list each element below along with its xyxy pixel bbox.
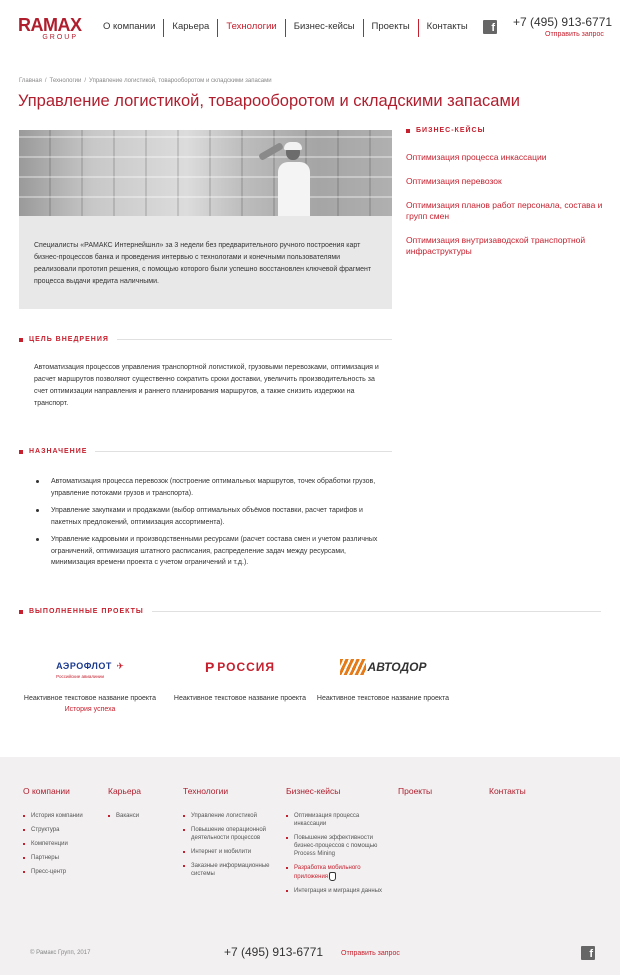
footer-link[interactable]: Ваканси <box>108 812 178 820</box>
logo-name: RAMAX <box>18 15 82 35</box>
worker-figure <box>274 144 314 216</box>
projects-heading <box>19 608 601 615</box>
goal-heading-label: ЦЕЛЬ ВНЕДРЕНИЯ <box>29 336 109 343</box>
purpose-heading <box>19 448 392 455</box>
case-link-transport[interactable]: Оптимизация перевозок <box>406 176 502 186</box>
footer-link[interactable]: Управление логистикой <box>183 812 278 820</box>
aeroflot-logo-text: АЭРОФЛОТ <box>56 660 112 671</box>
case-link-staff-plans[interactable]: Оптимизация планов работ персонала, состава и групп смен <box>406 200 603 221</box>
breadcrumb: Главная / Технологии / Управление логистикой, товарооборотом и складскими запасами <box>19 78 272 84</box>
facebook-icon[interactable]: f <box>581 946 595 960</box>
footer-col-business-cases <box>286 786 391 901</box>
avtodor-logo[interactable] <box>313 652 453 682</box>
list-item: Управление закупками и продажами (выбор оптимальных объёмов поставки, расчет тарифов и пакетных предложений, оптимизация ассортимента). <box>34 505 384 528</box>
rzd-logo-text: РОССИЯ <box>217 660 276 674</box>
cases-heading-label: БИЗНЕС-КЕЙСЫ <box>416 127 486 134</box>
copyright: © Рамакс Групп, 2017 <box>30 950 91 956</box>
logo[interactable] <box>18 16 82 42</box>
breadcrumb-technologies[interactable]: Технологии <box>49 78 82 84</box>
footer-link-hovered[interactable] <box>286 864 391 881</box>
nav-item-about[interactable]: О компании <box>95 19 164 37</box>
hero-description: Специалисты «РАМАКС Интернейшнл» за 3 недели без предварительного ручного построения карт бизнес-процессов банка и проведения интервью с технологами и конечными пользователями реализовали прототип решения, с помощью которого были успешно восстановлен ключевой фрагмент процесса выдачи кредита наличными. <box>34 242 372 285</box>
main-nav <box>95 19 476 37</box>
purpose-list <box>34 476 384 575</box>
cases-heading <box>406 127 601 134</box>
footer-col-title[interactable]: Проекты <box>398 786 433 796</box>
footer-link[interactable]: Интернет и мобилити <box>183 848 278 856</box>
rzd-logo-mark: Р <box>204 659 215 675</box>
bullet-square-icon <box>19 610 23 614</box>
list-item: Автоматизация процесса перевозок (построение оптимальных маршрутов, точек обработки грузов, управление потоками грузов и транспорта). <box>34 476 384 499</box>
project-card-rzd <box>170 652 310 704</box>
footer-col-projects <box>398 786 458 812</box>
footer-col-title[interactable]: Контакты <box>489 786 526 796</box>
footer-link[interactable]: Интеграция и миграция данных <box>286 887 391 895</box>
footer-link-label: Разработка мобильного приложения <box>294 865 361 881</box>
project-card-aeroflot <box>20 652 160 713</box>
footer-col-about <box>23 786 103 882</box>
aeroflot-logo-sub: Российские авиалинии <box>56 673 105 679</box>
footer-link[interactable]: Оптимизация процесса инкассации <box>286 812 391 828</box>
nav-item-projects[interactable]: Проекты <box>364 19 419 37</box>
footer-col-title[interactable]: О компании <box>23 786 70 796</box>
success-story-link[interactable]: История успеха <box>64 706 116 713</box>
footer-col-technologies <box>183 786 278 884</box>
footer-send-request-link[interactable]: Отправить запрос <box>341 950 400 957</box>
divider <box>117 339 392 340</box>
footer-link[interactable]: История компании <box>23 812 103 820</box>
facebook-icon[interactable]: f <box>483 20 497 34</box>
project-name: Неактивное текстовое название проекта <box>173 695 307 702</box>
project-card-avtodor <box>313 652 453 704</box>
goal-heading <box>19 336 392 343</box>
footer-link[interactable]: Компетенции <box>23 840 103 848</box>
case-link-infrastructure[interactable]: Оптимизация внутризаводской транспортной инфраструктуры <box>406 235 586 256</box>
divider <box>95 451 392 452</box>
footer-col-career <box>108 786 178 826</box>
avtodor-mark-icon <box>340 659 366 675</box>
breadcrumb-home[interactable]: Главная <box>19 78 42 84</box>
footer-phone[interactable]: +7 (495) 913-6771 <box>224 945 324 959</box>
case-link-collection[interactable]: Оптимизация процесса инкассации <box>406 152 547 162</box>
hand-cursor-icon <box>329 872 336 881</box>
nav-item-business-cases[interactable]: Бизнес-кейсы <box>286 19 364 37</box>
bullet-square-icon <box>19 450 23 454</box>
footer-link[interactable]: Повышение эффективности бизнес-процессов с помощью Process Mining <box>286 834 391 858</box>
project-name: Неактивное текстовое название проекта <box>23 695 157 702</box>
send-request-link[interactable]: Отправить запрос <box>545 31 604 38</box>
footer-col-title[interactable]: Карьера <box>108 786 142 796</box>
avtodor-logo-text: АВТОДОР <box>367 660 427 674</box>
nav-item-contacts[interactable]: Контакты <box>426 21 468 32</box>
footer-col-contacts <box>489 786 549 812</box>
header-phone[interactable]: +7 (495) 913-6771 <box>513 15 613 29</box>
footer-link[interactable]: Структура <box>23 826 103 834</box>
page-title: Управление логистикой, товарооборотом и складскими запасами <box>18 92 521 110</box>
footer-link[interactable]: Партнеры <box>23 854 103 862</box>
bullet-square-icon <box>406 129 410 133</box>
projects-heading-label: ВЫПОЛНЕННЫЕ ПРОЕКТЫ <box>29 608 144 615</box>
rzd-logo[interactable] <box>170 652 310 682</box>
logo-sub: GROUP <box>42 34 78 41</box>
footer-link[interactable]: Пресс-центр <box>23 868 103 876</box>
footer-col-title[interactable]: Технологии <box>183 786 229 796</box>
purpose-heading-label: НАЗНАЧЕНИЕ <box>29 448 88 455</box>
breadcrumb-current: Управление логистикой, товарооборотом и складскими запасами <box>89 78 272 84</box>
divider <box>152 611 601 612</box>
goal-text: Автоматизация процессов управления транспортной логистикой, грузовыми перевозками, оптимизация и расчет маршрутов позволяют существенно сократить сроки доставки, увеличить производительность за счет оптимизации направления и раннего планирования маршрутов, а также снизить издержки на транспорт. <box>34 364 379 407</box>
footer-link[interactable]: Повышение операционной деятельности процессов <box>183 826 278 842</box>
footer-link[interactable]: Заказные информационные системы <box>183 862 278 878</box>
bullet-square-icon <box>19 338 23 342</box>
project-name: Неактивное текстовое название проекта <box>316 695 450 702</box>
nav-item-career[interactable]: Карьера <box>164 19 218 37</box>
hero-image <box>19 130 392 216</box>
cases-list <box>406 152 606 270</box>
aeroflot-logo[interactable]: АЭРОФЛОТ ✈ Российские авиалинии <box>56 660 124 679</box>
footer-col-title[interactable]: Бизнес-кейсы <box>286 786 341 796</box>
nav-item-technologies[interactable]: Технологии <box>218 19 285 37</box>
list-item: Управление кадровыми и производственными ресурсами (расчет состава смен и учетом различных ограничений, оптимизация штатного расписания, распределение задач между ресурсами, минимизация времени проекта с учетом ограничений и т.д.). <box>34 534 384 569</box>
